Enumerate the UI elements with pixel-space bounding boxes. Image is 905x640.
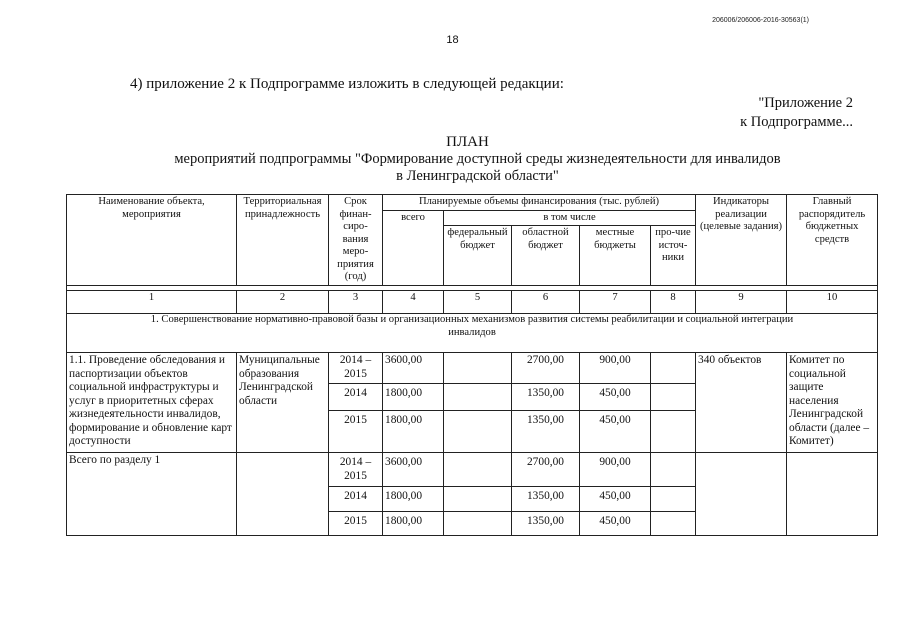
cell-federal (444, 512, 512, 536)
header-territory: Территориальная принадлежность (237, 195, 329, 286)
cell-other (651, 384, 696, 411)
header-regional: областной бюджет (512, 226, 580, 286)
column-number: 5 (444, 291, 512, 314)
cell-total: 1800,00 (383, 512, 444, 536)
column-number: 6 (512, 291, 580, 314)
column-number: 3 (329, 291, 383, 314)
cell-local: 900,00 (580, 353, 651, 384)
cell-year: 2015 (329, 512, 383, 536)
cell-other (651, 453, 696, 487)
header-local: местные бюджеты (580, 226, 651, 286)
cell-local: 450,00 (580, 487, 651, 512)
cell-total: 1800,00 (383, 411, 444, 453)
cell-regional: 2700,00 (512, 453, 580, 487)
cell-regional: 2700,00 (512, 353, 580, 384)
column-number: 8 (651, 291, 696, 314)
cell-regional: 1350,00 (512, 487, 580, 512)
plan-title: ПЛАН (446, 134, 489, 150)
header-name: Наименование объекта, мероприятия (67, 195, 237, 286)
cell-year: 2014 (329, 487, 383, 512)
cell-federal (444, 384, 512, 411)
column-number-row (67, 291, 878, 314)
header-other: про-чие источ-ники (651, 226, 696, 286)
cell-other (651, 487, 696, 512)
page-number: 18 (446, 34, 459, 46)
cell-regional: 1350,00 (512, 384, 580, 411)
column-number: 2 (237, 291, 329, 314)
plan-subtitle-line-2: в Ленинградской области" (396, 168, 559, 184)
column-number: 1 (67, 291, 237, 314)
cell-local: 450,00 (580, 512, 651, 536)
cell-federal (444, 411, 512, 453)
total-name: Всего по разделу 1 (67, 453, 237, 536)
cell-total: 3600,00 (383, 453, 444, 487)
cell-year: 2014 – 2015 (329, 453, 383, 487)
cell-other (651, 512, 696, 536)
document-id: 206006/206006-2016-30563(1) (712, 17, 809, 24)
appendix-reference (740, 94, 853, 132)
column-number: 7 (580, 291, 651, 314)
header-manager: Главный распорядитель бюджетных средств (787, 195, 878, 286)
plan-subtitle-line-1: мероприятий подпрограммы "Формирование доступной среды жизнедеятельности для инвалидов (174, 151, 781, 167)
column-number: 4 (383, 291, 444, 314)
cell-year: 2014 (329, 384, 383, 411)
table-header-row (67, 195, 878, 211)
cell-local: 900,00 (580, 453, 651, 487)
cell-local: 450,00 (580, 411, 651, 453)
column-number: 10 (787, 291, 878, 314)
amendment-intro: 4) приложение 2 к Подпрограмме изложить в следующей редакции: (130, 76, 564, 92)
cell-other (651, 353, 696, 384)
cell-year: 2014 – 2015 (329, 353, 383, 384)
section-title-row (67, 314, 878, 353)
measure-territory: Муниципальные образования Ленинградской области (237, 353, 329, 453)
cell-other (651, 411, 696, 453)
total-manager (787, 453, 878, 536)
table-row (67, 353, 878, 384)
measure-manager: Комитет по социальной защите населения Ленинградской области (далее – Комитет) (787, 353, 878, 453)
appendix-line-1: "Приложение 2 (758, 95, 853, 111)
measure-indicator: 340 объектов (696, 353, 787, 453)
total-indicator (696, 453, 787, 536)
cell-regional: 1350,00 (512, 411, 580, 453)
appendix-line-2: к Подпрограмме... (740, 114, 853, 130)
header-including: в том числе (444, 210, 696, 226)
header-indicators: Индикаторы реализации (целевые задания) (696, 195, 787, 286)
table-row (67, 453, 878, 487)
cell-total: 1800,00 (383, 487, 444, 512)
plan-subtitle (0, 151, 905, 185)
total-territory (237, 453, 329, 536)
plan-table (66, 194, 878, 536)
cell-year: 2015 (329, 411, 383, 453)
section-title: 1. Совершенствование нормативно-правовой базы и организационных механизмов развития системы реабилитации и социальной интеграции инвалидов (67, 314, 878, 353)
cell-federal (444, 487, 512, 512)
cell-local: 450,00 (580, 384, 651, 411)
measure-name: 1.1. Проведение обследования и паспортизации объектов социальной инфраструктуры и услуг в приоритетных сферах жизнедеятельности инвалидов, формирование и обновление карт доступности (67, 353, 237, 453)
cell-federal (444, 453, 512, 487)
header-funding: Планируемые объемы финансирования (тыс. рублей) (383, 195, 696, 211)
header-term: Срок финан-сиро-вания меро-приятия (год) (329, 195, 383, 286)
cell-total: 1800,00 (383, 384, 444, 411)
cell-federal (444, 353, 512, 384)
header-federal: федеральный бюджет (444, 226, 512, 286)
cell-regional: 1350,00 (512, 512, 580, 536)
header-total: всего (383, 210, 444, 286)
cell-total: 3600,00 (383, 353, 444, 384)
column-number: 9 (696, 291, 787, 314)
